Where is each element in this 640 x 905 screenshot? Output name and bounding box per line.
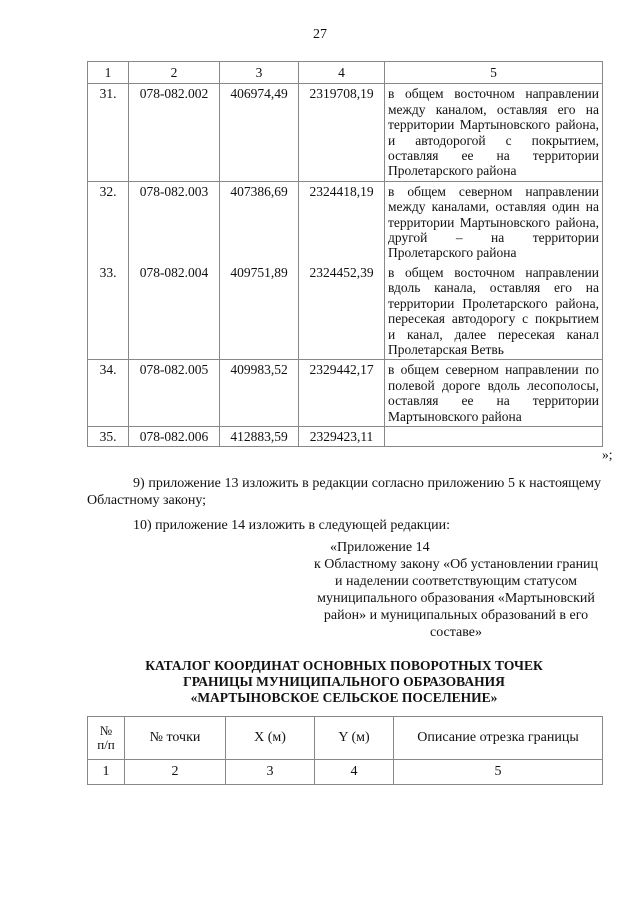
col-x-index: 3	[226, 760, 315, 785]
col-desc-index: 5	[394, 760, 603, 785]
point-id: 078-082.003	[129, 181, 220, 263]
table-header-row	[88, 717, 603, 760]
number-sign: №	[99, 723, 113, 738]
appendix-header	[310, 539, 602, 641]
col-desc-header: 5	[385, 62, 603, 84]
x-coordinate: 406974,49	[220, 84, 299, 181]
y-coordinate: 2324452,39	[299, 263, 385, 360]
row-number: 31.	[88, 84, 129, 181]
page-number: 27	[313, 27, 327, 42]
col-x-header: 3	[220, 62, 299, 84]
segment-description: в общем восточном направлении между каналом, оставляя его на территории Мартыновского района, и автодорогой с покрытием, оставляя ее на территории Пролетарского района	[385, 84, 603, 181]
y-coordinate: 2329423,11	[299, 426, 385, 446]
coordinates-table-new	[87, 716, 603, 785]
point-id: 078-082.004	[129, 263, 220, 360]
point-id: 078-082.005	[129, 360, 220, 427]
segment-description: в общем северном направлении по полевой дороге вдоль лесополосы, оставляя ее на территории Мартыновского района	[385, 360, 603, 427]
x-coordinate: 409983,52	[220, 360, 299, 427]
x-coordinate: 407386,69	[220, 181, 299, 263]
coordinates-table-continued	[87, 61, 603, 447]
col-number-header	[88, 717, 125, 760]
segment-description: в общем восточном направлении вдоль канала, оставляя его на территории Пролетарского района, пересекая автодорогу с покрытием и канал, далее пересекая канал Пролетарская Ветвь	[385, 263, 603, 360]
point-id: 078-082.002	[129, 84, 220, 181]
number-abbrev: п/п	[97, 737, 115, 752]
catalog-title-line1: КАТАЛОГ КООРДИНАТ ОСНОВНЫХ ПОВОРОТНЫХ ТОЧЕК	[145, 658, 543, 673]
table-header-row	[88, 62, 603, 84]
table-numbering-row	[88, 760, 603, 785]
segment-description: в общем северном направлении между каналами, оставляя один на территории Мартыновского района, другой – на территории Пролетарского района	[385, 181, 603, 263]
closing-quote-mark: »;	[602, 447, 613, 462]
catalog-title	[87, 658, 601, 706]
table-row	[88, 84, 603, 181]
segment-description	[385, 426, 603, 446]
appendix-reference: к Областному закону «Об установлении границ и наделении соответствующим статусом муниципального образования «Мартыновский район» и муниципальных образований в его составе»	[313, 557, 599, 640]
x-coordinate: 409751,89	[220, 263, 299, 360]
row-number: 32.	[88, 181, 129, 263]
row-number: 35.	[88, 426, 129, 446]
point-id: 078-082.006	[129, 426, 220, 446]
col-number-header: 1	[88, 62, 129, 84]
table-row	[88, 181, 603, 263]
col-point-index: 2	[125, 760, 226, 785]
catalog-title-line2: ГРАНИЦЫ МУНИЦИПАЛЬНОГО ОБРАЗОВАНИЯ	[183, 674, 505, 689]
col-x-header: X (м)	[226, 717, 315, 760]
col-y-header: Y (м)	[315, 717, 394, 760]
table-row	[88, 263, 603, 360]
y-coordinate: 2319708,19	[299, 84, 385, 181]
col-y-header: 4	[299, 62, 385, 84]
table-row	[88, 426, 603, 446]
row-number: 33.	[88, 263, 129, 360]
x-coordinate: 412883,59	[220, 426, 299, 446]
col-point-header: 2	[129, 62, 220, 84]
col-y-index: 4	[315, 760, 394, 785]
y-coordinate: 2324418,19	[299, 181, 385, 263]
table-row	[88, 360, 603, 427]
catalog-title-line3: «МАРТЫНОВСКОЕ СЕЛЬСКОЕ ПОСЕЛЕНИЕ»	[190, 690, 498, 705]
row-number: 34.	[88, 360, 129, 427]
appendix-title: «Приложение 14	[330, 540, 430, 555]
col-desc-header: Описание отрезка границы	[394, 717, 603, 760]
y-coordinate: 2329442,17	[299, 360, 385, 427]
paragraph-item-9: 9) приложение 13 изложить в редакции согласно приложению 5 к настоящему Областному закону;	[87, 476, 601, 508]
col-number-index: 1	[88, 760, 125, 785]
paragraph-item-10: 10) приложение 14 изложить в следующей редакции:	[133, 518, 450, 533]
col-point-header: № точки	[125, 717, 226, 760]
